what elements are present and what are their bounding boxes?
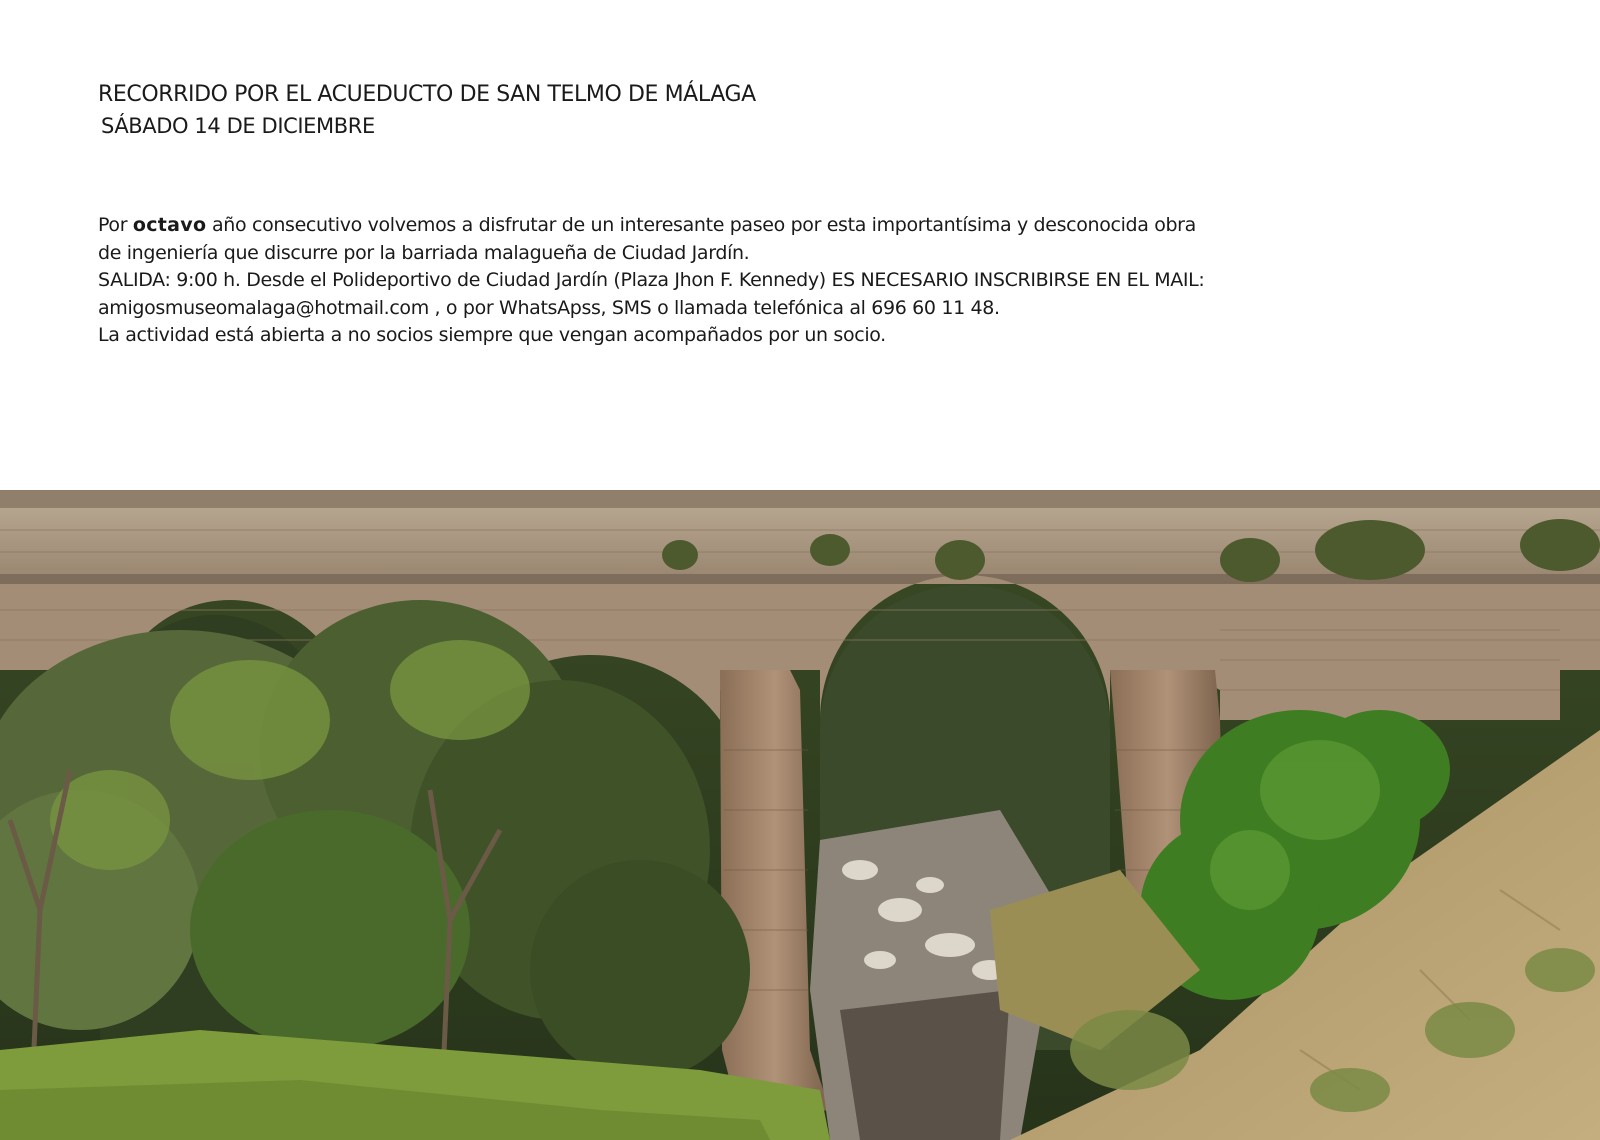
parapet	[0, 490, 1600, 508]
contact-info: amigosmuseomalaga@hotmail.com , o por WhatsApss, SMS o llamada telefónica al 696 60 11 48.	[98, 296, 1000, 319]
line1-post: año consecutivo volvemos a disfrutar de un interesante paseo por esta importantísima y desconocida obra	[206, 214, 1196, 236]
attendance-note: La actividad está abierta a no socios siempre que vengan acompañados por un socio.	[98, 324, 886, 346]
event-date: SÁBADO 14 DE DICIEMBRE	[101, 114, 375, 138]
aqueduct-photo	[0, 490, 1600, 1140]
departure-info: SALIDA: 9:00 h. Desde el Polideportivo de Ciudad Jardín (Plaza Jhon F. Kennedy) ES NECESARIO INSCRIBIRSE EN EL MAIL:	[98, 269, 1205, 291]
aqueduct-illustration	[0, 490, 1600, 1140]
header	[98, 80, 756, 140]
description	[98, 212, 1378, 350]
page-title: RECORRIDO POR EL ACUEDUCTO DE SAN TELMO DE MÁLAGA	[98, 82, 756, 107]
ordinal-emphasis: octavo	[132, 214, 207, 236]
line1-pre: Por	[98, 214, 133, 236]
stream-shadow	[840, 990, 1010, 1140]
description-line-1	[98, 212, 1378, 240]
description-line-2: de ingeniería que discurre por la barriada malagueña de Ciudad Jardín.	[98, 241, 750, 264]
